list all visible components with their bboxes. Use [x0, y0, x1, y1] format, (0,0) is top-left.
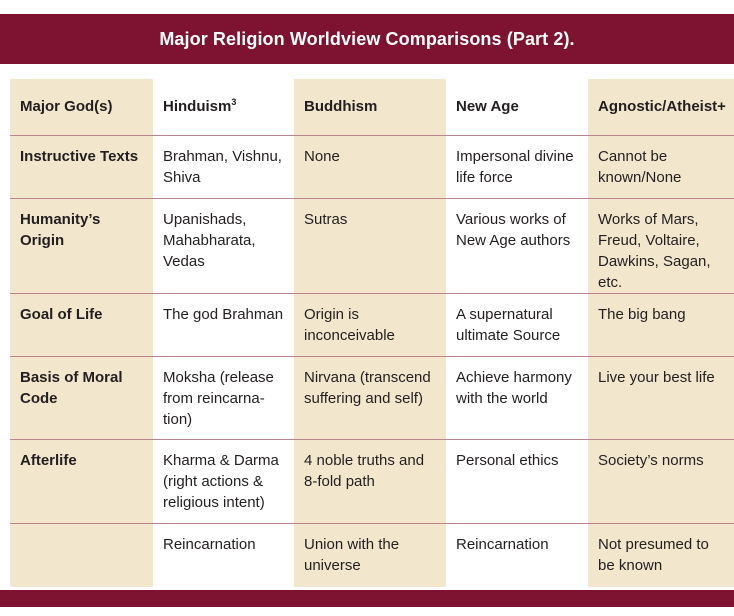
comparison-table [10, 79, 734, 587]
row-label: Humanity’s Origin [10, 198, 153, 293]
cell-new-age: Achieve harmony with the world [446, 356, 588, 439]
top-band [0, 0, 734, 8]
table-row [10, 293, 734, 356]
cell-agnostic-atheist: Cannot be known/None [588, 135, 734, 198]
cell-new-age: Various works of New Age authors [446, 198, 588, 293]
table-row [10, 356, 734, 439]
cell-new-age: Reincarnation [446, 523, 588, 587]
cell-hinduism: Kharma & Darma (right actions & religious intent) [153, 439, 294, 523]
header-cell-hinduism [153, 79, 294, 135]
cell-new-age: A supernatural ultimate Source [446, 293, 588, 356]
cell-new-age: Personal ethics [446, 439, 588, 523]
cell-agnostic-atheist: Works of Mars, Freud, Voltaire, Dawkins, Sagan, etc. [588, 198, 734, 293]
cell-buddhism: Origin is inconceivable [294, 293, 446, 356]
cell-hinduism: The god Brahman [153, 293, 294, 356]
cell-agnostic-atheist: Not presumed to be known [588, 523, 734, 587]
cell-hinduism: Moksha (release from reincarna-tion) [153, 356, 294, 439]
cell-agnostic-atheist: The big bang [588, 293, 734, 356]
header-cell-buddhism: Buddhism [294, 79, 446, 135]
table-title: Major Religion Worldview Comparisons (Part 2). [159, 28, 575, 49]
header-cell-major-gods: Major God(s) [10, 79, 153, 135]
cell-hinduism: Reincarnation [153, 523, 294, 587]
row-label: Instructive Texts [10, 135, 153, 198]
cell-new-age: Impersonal divine life force [446, 135, 588, 198]
cell-buddhism: Sutras [294, 198, 446, 293]
cell-hinduism: Upanishads, Mahabharata, Vedas [153, 198, 294, 293]
cell-buddhism: None [294, 135, 446, 198]
row-label: Afterlife [10, 439, 153, 523]
cell-agnostic-atheist: Society’s norms [588, 439, 734, 523]
table-row [10, 198, 734, 293]
header-cell-new-age: New Age [446, 79, 588, 135]
cell-buddhism: 4 noble truths and 8-fold path [294, 439, 446, 523]
footnote-marker: 3 [231, 97, 237, 108]
bottom-fill [0, 607, 734, 616]
header-hinduism-label: Hinduism [163, 98, 232, 116]
table-row [10, 523, 734, 587]
header-cell-agnostic-atheist: Agnostic/Atheist+ [588, 79, 734, 135]
cell-hinduism: Brahman, Vishnu, Shiva [153, 135, 294, 198]
header-row [10, 79, 734, 135]
row-label: Goal of Life [10, 293, 153, 356]
table-row [10, 135, 734, 198]
cell-agnostic-atheist: Live your best life [588, 356, 734, 439]
table-row [10, 439, 734, 523]
cell-buddhism: Nirvana (transcend suffering and self) [294, 356, 446, 439]
bottom-bar [0, 590, 734, 607]
row-label [10, 523, 153, 587]
cell-buddhism: Union with the universe [294, 523, 446, 587]
table-title-bar [0, 14, 734, 64]
row-label: Basis of Moral Code [10, 356, 153, 439]
title-gap [0, 64, 734, 79]
